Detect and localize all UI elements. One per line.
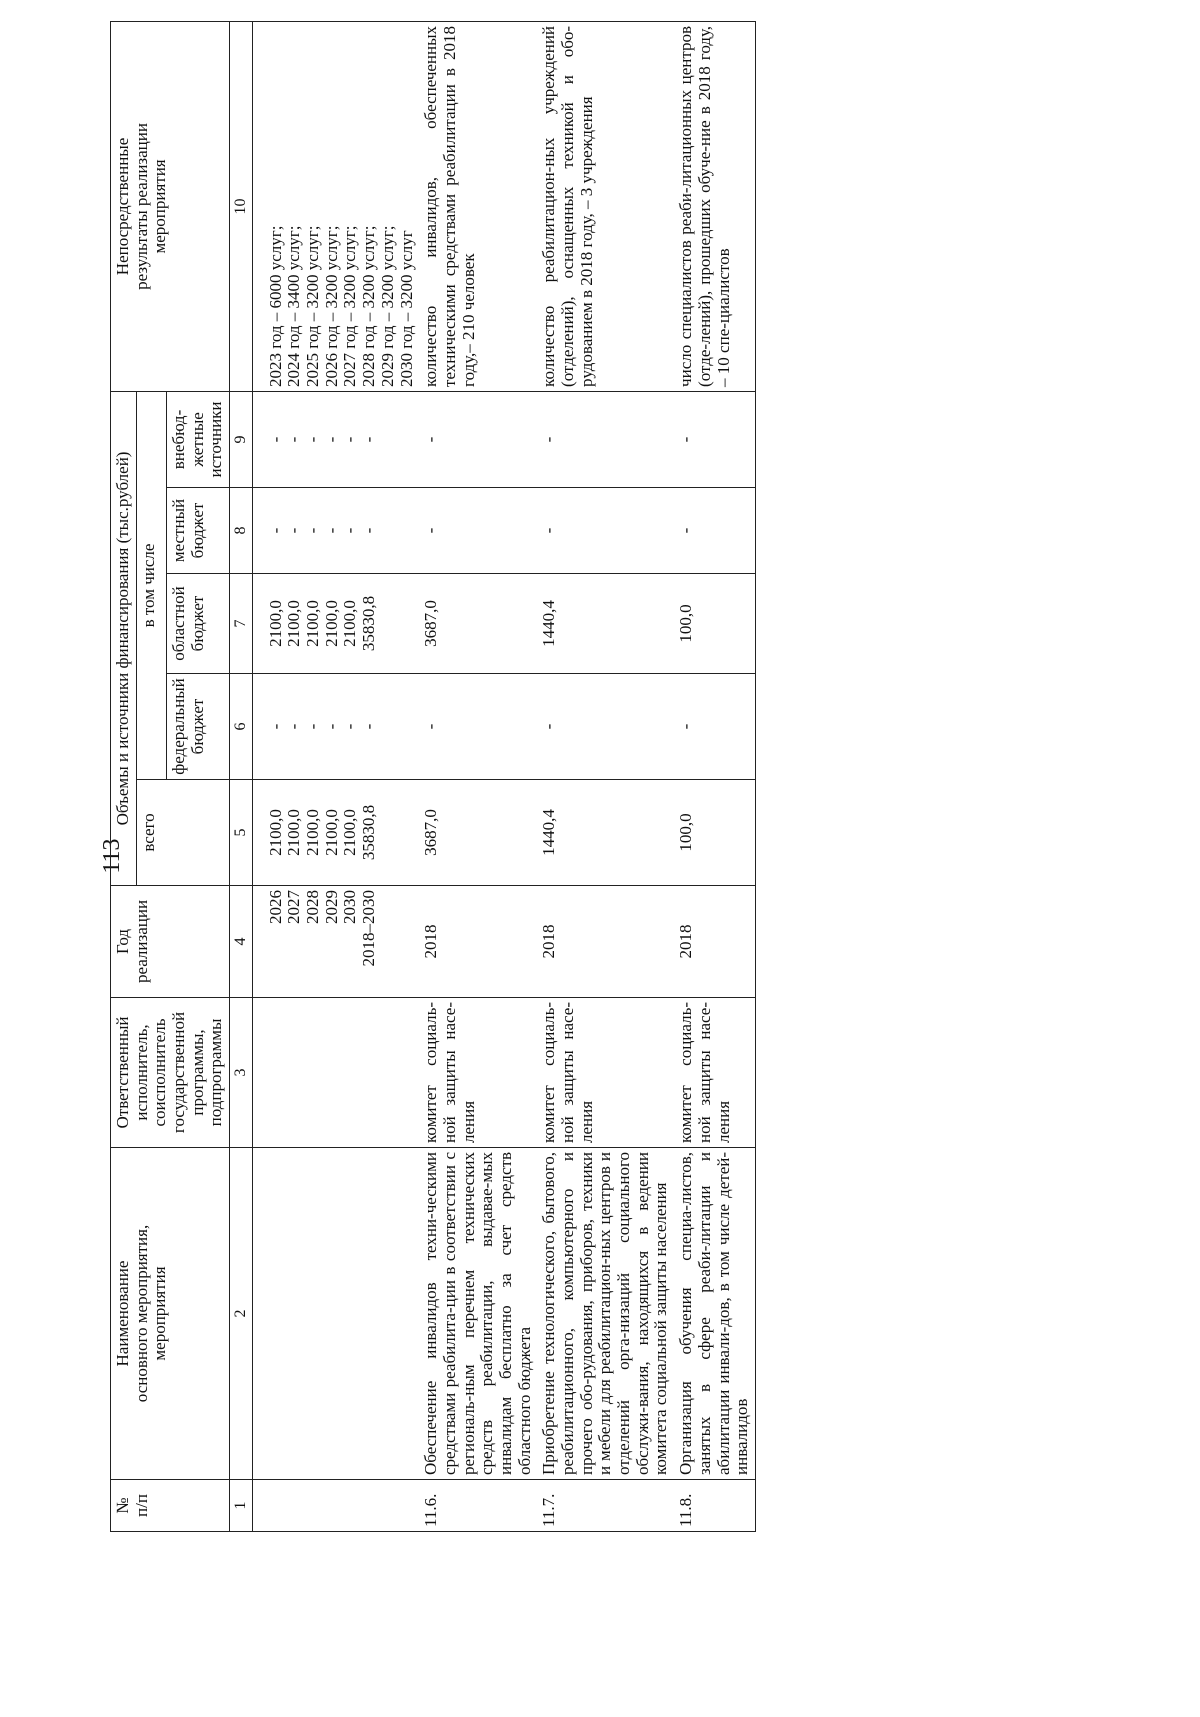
cell-total: 3687,0 bbox=[419, 780, 537, 886]
cell-total: 1440,4 bbox=[537, 780, 674, 886]
header-local: местный бюджет bbox=[167, 488, 230, 574]
column-numbers-row bbox=[230, 21, 253, 1531]
cell-activity-name: Приобретение технологического, бытового, реабилитационного, компьютерного и прочего обо-рудования, приборов, техники и мебели для реабилитацион-ных центров и отделений орга-низаций социального обслужи-вания, находящихся в ведении комитета социальной защиты населения bbox=[537, 1148, 674, 1480]
header-regional: областной бюджет bbox=[167, 574, 230, 674]
cell-regional: 3687,0 bbox=[419, 574, 537, 674]
cell-year: 2018 bbox=[674, 886, 755, 998]
table-header bbox=[111, 21, 230, 1531]
cell-local: - bbox=[419, 488, 537, 574]
cell-years: 2026 2027 2028 2029 2030 2018–2030 bbox=[252, 886, 419, 998]
cell-local: - bbox=[537, 488, 674, 574]
rotated-table-frame bbox=[110, 0, 1090, 1532]
cell-total: 2100,0 2100,0 2100,0 2100,0 2100,0 35830,8 bbox=[252, 780, 419, 886]
cell-regional: 1440,4 bbox=[537, 574, 674, 674]
cell-local: - bbox=[674, 488, 755, 574]
column-number: 5 bbox=[230, 780, 253, 886]
cell-activity-name: Обеспечение инвалидов техни-ческими средствами реабилита-ции в соответствии с региональ-ным перечнем технических средств реабилитации, выдавае-мых инвалидам бесплатно за счет средств областного бюджета bbox=[419, 1148, 537, 1480]
table-row-continuation bbox=[252, 21, 419, 1531]
cell-federal: - bbox=[674, 674, 755, 780]
column-number: 7 bbox=[230, 574, 253, 674]
header-activity-name: Наименование основного мероприятия, мероприятия bbox=[111, 1148, 230, 1480]
cell-extra: - bbox=[537, 391, 674, 487]
cell-extra: - - - - - - bbox=[252, 391, 419, 487]
header-including: в том числе bbox=[136, 391, 166, 779]
cell-executor: комитет социаль-ной защиты насе-ления bbox=[537, 998, 674, 1148]
column-number: 9 bbox=[230, 391, 253, 487]
cell-extra: - bbox=[419, 391, 537, 487]
header-year: Год реализации bbox=[111, 886, 230, 998]
column-number: 3 bbox=[230, 998, 253, 1148]
column-number: 10 bbox=[230, 21, 253, 391]
cell-result: количество реабилитацион-ных учреждений (отделений), оснащенных техникой и обо-рудованием в 2018 году, – 3 учреждения bbox=[537, 21, 674, 391]
cell-extra: - bbox=[674, 391, 755, 487]
cell-year: 2018 bbox=[537, 886, 674, 998]
header-results: Непосредственные результаты реализации мероприятия bbox=[111, 21, 230, 391]
header-number: № п/п bbox=[111, 1480, 230, 1532]
header-funding: Объемы и источники финансирования (тыс.рублей) bbox=[111, 391, 137, 885]
table-row bbox=[674, 21, 755, 1531]
cell-activity-name: Организация обучения специа-листов, занятых в сфере реаби-литации и абилитации инвали-дов, в том числе детей-инвалидов bbox=[674, 1148, 755, 1480]
column-number: 2 bbox=[230, 1148, 253, 1480]
cell-federal: - - - - - - bbox=[252, 674, 419, 780]
page-number: 113 bbox=[98, 838, 125, 874]
cell-result: количество инвалидов, обеспеченных техническими средствами реабилитации в 2018 году,– 210 человек bbox=[419, 21, 537, 391]
table-row bbox=[537, 21, 674, 1531]
cell-result: число специалистов реаби-литационных центров (отде-лений), прошедших обуче-ние в 2018 году, – 10 спе-циалистов bbox=[674, 21, 755, 391]
cell-executor: комитет социаль-ной защиты насе-ления bbox=[419, 998, 537, 1148]
header-total: всего bbox=[136, 780, 229, 886]
cell-regional: 2100,0 2100,0 2100,0 2100,0 2100,0 35830,8 bbox=[252, 574, 419, 674]
cell-year: 2018 bbox=[419, 886, 537, 998]
cell-number: 11.6. bbox=[419, 1480, 537, 1532]
cell-results: 2023 год – 6000 услуг; 2024 год – 3400 услуг; 2025 год – 3200 услуг; 2026 год – 3200 услуг; 2027 год – 3200 услуг; 2028 год – 3200 услуг; 2029 год – 3200 услуг; 2030 год – 3200 услуг bbox=[252, 21, 419, 391]
cell-regional: 100,0 bbox=[674, 574, 755, 674]
program-table bbox=[110, 21, 756, 1532]
cell-executor: комитет социаль-ной защиты насе-ления bbox=[674, 998, 755, 1148]
header-federal: федеральный бюджет bbox=[167, 674, 230, 780]
cell-federal: - bbox=[419, 674, 537, 780]
column-number: 8 bbox=[230, 488, 253, 574]
table-body bbox=[230, 21, 756, 1531]
column-number: 4 bbox=[230, 886, 253, 998]
cell-federal: - bbox=[537, 674, 674, 780]
column-number: 1 bbox=[230, 1480, 253, 1532]
cell-number: 11.7. bbox=[537, 1480, 674, 1532]
table-row bbox=[419, 21, 537, 1531]
cell-total: 100,0 bbox=[674, 780, 755, 886]
cell-local: - - - - - - bbox=[252, 488, 419, 574]
header-executor: Ответственный исполнитель, соисполнитель государственной программы, подпрограммы bbox=[111, 998, 230, 1148]
column-number: 6 bbox=[230, 674, 253, 780]
cell-number: 11.8. bbox=[674, 1480, 755, 1532]
header-extra: внебюд- жетные источники bbox=[167, 391, 230, 487]
